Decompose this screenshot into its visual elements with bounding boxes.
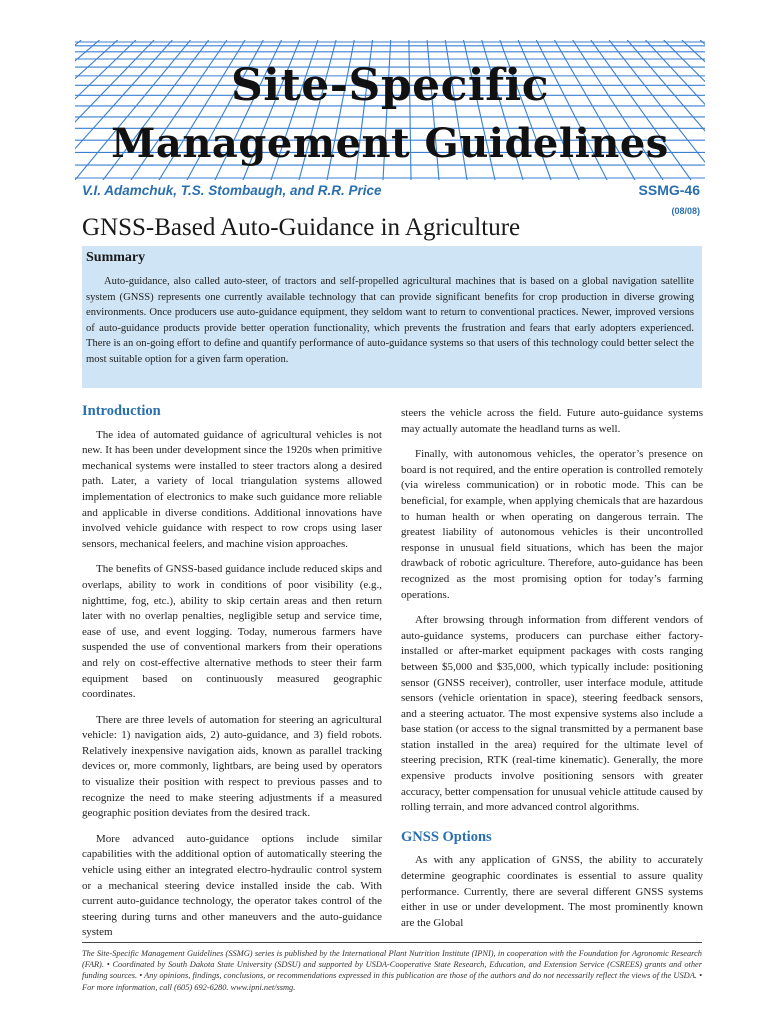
summary-box <box>82 246 702 388</box>
footer-note: The Site-Specific Management Guidelines (SSMG) series is published by the International Plant Nutrition Institute (IPNI), in cooperation with the Foundation for Agronomic Research (FAR). • Coordinated by South Dakota State University (SDSU) and supported by USDA-Cooperative State Research, Education, and Extension Service (CSREES) grants and other funding sources. • Any opinions, findings, conclusions, or recommendations expressed in this publication are those of the authors and do not necessarily reflect the views of the USDA. • For more information, call (605) 692-6280. www.ipni.net/ssmg. <box>82 949 702 992</box>
paragraph: After browsing through information from different vendors of auto-guidance systems, producers can purchase either factory-installed or after-market equipment packages with costs ranging between $5,000 and $35,000, which typically include: positioning sensor (GNSS receiver), controller, user interface module, attitude sensors (vehicle orientation in space), steering feedback sensors, and a steering actuator. The most expensive systems also include a base station (or access to the signal transmitted by a permanent base station installed in the area) required for the ultimate level of steering precision, RTK (real-time kinematic). Generally, the more expensive products involve positioning sensors with greater accuracy, better compensation for unusual vehicle attitude caused by rolling terrain, and more advanced control algorithms. <box>401 614 703 814</box>
summary-heading: Summary <box>86 250 146 265</box>
footer-divider <box>82 942 702 943</box>
right-column <box>401 406 703 941</box>
paragraph: As with any application of GNSS, the ability to accurately determine geographic coordinates is essential to assure quality performance. Currently, there are several different GNSS systems either in use or under development. The most prominently known are the Global <box>401 854 703 929</box>
series-banner <box>75 40 705 180</box>
paragraph: The idea of automated guidance of agricultural vehicles is not new. It has been under development since the 1920s when primitive mechanical systems were installed to steer tractors along a desired path. Later, a variety of local triangulation systems allowed implementation of electronics to make such guidance more reliable and applicable in diverse conditions. Additional innovations have involved vehicle guidance with respect to row crops using laser sensors, mechanical feelers, and machine vision approaches. <box>82 428 382 550</box>
series-title-line1: Site-Specific <box>230 60 550 111</box>
summary-text: Auto-guidance, also called auto-steer, of tractors and self-propelled agricultural machines that is based on a global navigation satellite system (GNSS) represents one currently available technology that can provide significant benefits for crop production in diverse growing environments. Once producers use auto-guidance equipment, they seldom want to return to conventional practices. Newer, improved versions of auto-guidance products provide better operation functionality, which prevents the frustration and fears that early adopters experienced. There is an on-going effort to define and quantify performance of auto-guidance systems so that users of this technology could better select the most suitable option for a given farm operation. <box>86 276 694 365</box>
paragraph: There are three levels of automation for steering an agricultural vehicle: 1) navigation aids, 2) auto-guidance, and 3) field robots. Relatively inexpensive navigation aids, known as parallel tracking devices or, more commonly, lightbars, are being used by operators to visualize their position with respect to previous passes and to recognize the need to make steering adjustments if a measured geographic position deviates from the desired track. <box>82 713 382 820</box>
left-column <box>82 404 382 951</box>
authors-line: V.I. Adamchuk, T.S. Stombaugh, and R.R. Price <box>82 183 382 198</box>
series-title-line2: Management Guidelines <box>111 120 669 167</box>
publication-code: SSMG-46 <box>638 182 700 198</box>
paragraph: Finally, with autonomous vehicles, the operator’s presence on board is not required, and the entire operation is controlled remotely (via wireless communication) or in robotic mode. This can be beneficial, for example, when applying chemicals that are hazardous to human health or when operating on dangerous terrain. The greatest liability of autonomous vehicles is their uncontrolled response in unusual field situations, which has been the major drawback of robotic agriculture. Therefore, auto-guidance has been recognized as the most promising option for today’s farming operations. <box>401 448 703 601</box>
paragraph-continued: steers the vehicle across the field. Future auto-guidance systems may actually automate the headland turns as well. <box>401 407 703 435</box>
section-heading-introduction: Introduction <box>82 403 161 419</box>
publication-date: (08/08) <box>671 206 700 216</box>
section-heading-gnss-options: GNSS Options <box>401 828 492 845</box>
paragraph: More advanced auto-guidance options include similar capabilities with the additional option of automatically steering the vehicle using either an integrated electro-hydraulic control system or a mechanical steering device installed inside the cab. With current auto-guidance technology, the operator takes control of the steering during turns and other maneuvers and the auto-guidance system <box>82 832 382 939</box>
document-title: GNSS-Based Auto-Guidance in Agriculture <box>82 214 521 241</box>
paragraph: The benefits of GNSS-based guidance include reduced skips and overlaps, ability to work in conditions of poor visibility (e.g., nighttime, fog, etc.), ability to skip certain areas and then return later with no overlap penalties, negligible setup and service time, ease of use, and event logging. Today, numerous farmers have suspended the use of conventional markers from their operations and rely on cost-effective alternative methods to steer their farm equipment based on continuously measured geographic coordinates. <box>82 563 382 701</box>
